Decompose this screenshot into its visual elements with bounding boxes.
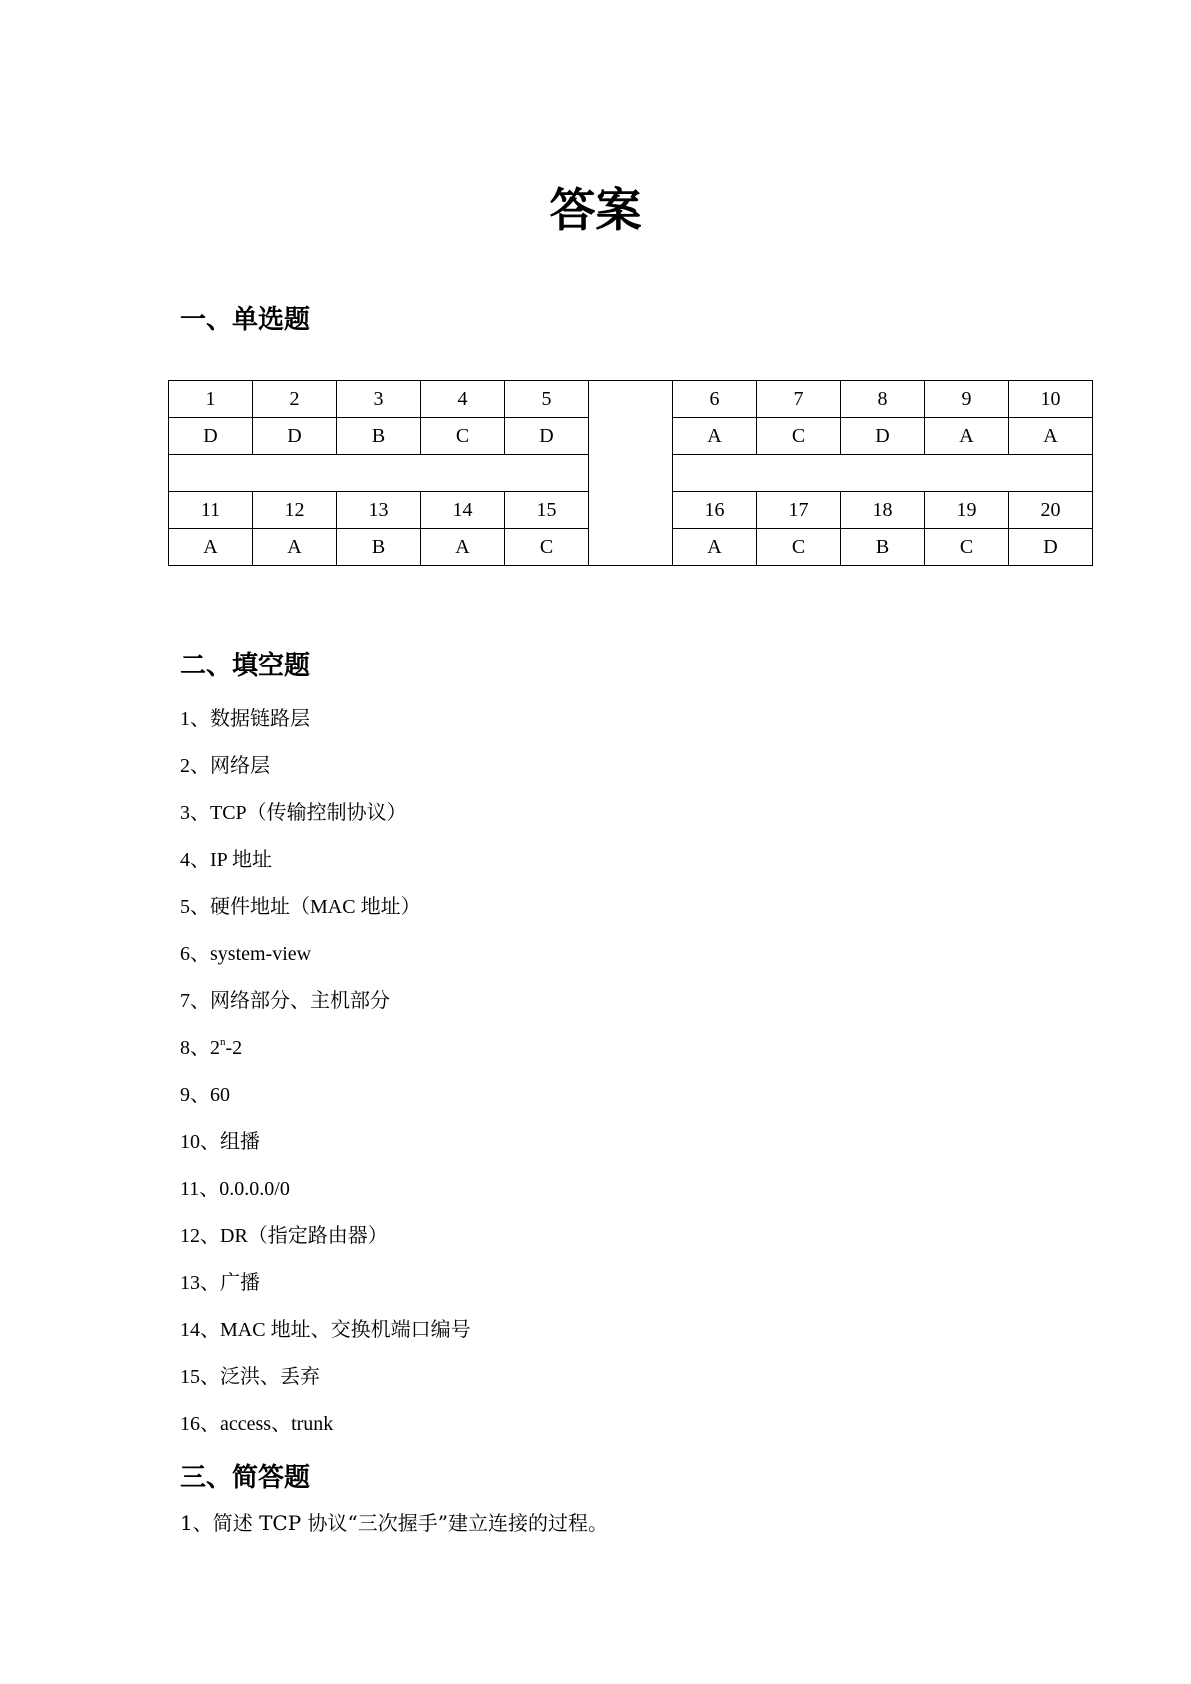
answer-cell: C bbox=[925, 529, 1009, 566]
question-number: 2 bbox=[253, 381, 337, 418]
question-number: 16 bbox=[673, 492, 757, 529]
list-item: 9、60 bbox=[180, 1084, 230, 1106]
answer-cell: D bbox=[505, 418, 589, 455]
answer-cell: A bbox=[421, 529, 505, 566]
answer-cell: D bbox=[841, 418, 925, 455]
answer-cell: A bbox=[253, 529, 337, 566]
list-item: 13、广播 bbox=[180, 1272, 260, 1294]
superscript: n bbox=[220, 1036, 226, 1048]
list-item: 2、网络层 bbox=[180, 755, 270, 777]
question-number: 14 bbox=[421, 492, 505, 529]
section-heading-short-answer: 三、简答题 bbox=[180, 1463, 311, 1493]
question-number: 13 bbox=[337, 492, 421, 529]
short-answer-question: 1、简述 TCP 协议“三次握手”建立连接的过程。 bbox=[180, 1511, 608, 1535]
answer-cell: D bbox=[253, 418, 337, 455]
list-item bbox=[180, 1025, 471, 1072]
fill-blank-answer-list bbox=[180, 696, 471, 1448]
question-number: 17 bbox=[757, 492, 841, 529]
question-number: 5 bbox=[505, 381, 589, 418]
list-item: 16、access、trunk bbox=[180, 1413, 334, 1435]
answer-table bbox=[168, 380, 1093, 566]
answer-cell: D bbox=[1009, 529, 1093, 566]
document-title: 答案 bbox=[549, 183, 642, 237]
answer-cell: C bbox=[757, 418, 841, 455]
answer-cell: B bbox=[337, 418, 421, 455]
question-number: 12 bbox=[253, 492, 337, 529]
list-item: 3、TCP（传输控制协议） bbox=[180, 802, 407, 824]
question-number: 15 bbox=[505, 492, 589, 529]
answer-cell: A bbox=[169, 529, 253, 566]
list-item: 14、MAC 地址、交换机端口编号 bbox=[180, 1319, 471, 1341]
answer-cell: A bbox=[673, 418, 757, 455]
list-item: 5、硬件地址（MAC 地址） bbox=[180, 896, 421, 918]
question-number: 6 bbox=[673, 381, 757, 418]
section-heading-single-choice: 一、单选题 bbox=[180, 305, 311, 335]
question-number: 3 bbox=[337, 381, 421, 418]
list-item: 4、IP 地址 bbox=[180, 849, 273, 871]
answer-cell: D bbox=[169, 418, 253, 455]
list-item: 7、网络部分、主机部分 bbox=[180, 990, 390, 1012]
table-center-gap bbox=[589, 381, 673, 566]
question-number: 4 bbox=[421, 381, 505, 418]
answer-cell: C bbox=[505, 529, 589, 566]
item-suffix: -2 bbox=[225, 1037, 243, 1059]
question-number: 19 bbox=[925, 492, 1009, 529]
question-number: 10 bbox=[1009, 381, 1093, 418]
section-heading-fill-blank: 二、填空题 bbox=[180, 651, 311, 681]
list-item: 6、system-view bbox=[180, 943, 312, 965]
list-item: 15、泛洪、丢弃 bbox=[180, 1366, 320, 1388]
question-number: 9 bbox=[925, 381, 1009, 418]
list-item: 1、数据链路层 bbox=[180, 708, 310, 730]
answer-cell: B bbox=[841, 529, 925, 566]
answer-cell: C bbox=[421, 418, 505, 455]
list-item: 11、0.0.0.0/0 bbox=[180, 1178, 290, 1200]
question-number: 20 bbox=[1009, 492, 1093, 529]
answer-cell: C bbox=[757, 529, 841, 566]
spacer-cell bbox=[169, 455, 589, 492]
answer-cell: A bbox=[673, 529, 757, 566]
question-number: 8 bbox=[841, 381, 925, 418]
question-number: 18 bbox=[841, 492, 925, 529]
table-row-numbers bbox=[169, 381, 1093, 418]
answer-cell: A bbox=[925, 418, 1009, 455]
list-item: 12、DR（指定路由器） bbox=[180, 1225, 388, 1247]
question-number: 1 bbox=[169, 381, 253, 418]
question-number: 11 bbox=[169, 492, 253, 529]
list-item: 10、组播 bbox=[180, 1131, 260, 1153]
item-prefix: 8、2 bbox=[180, 1037, 220, 1059]
question-number: 7 bbox=[757, 381, 841, 418]
spacer-cell bbox=[673, 455, 1093, 492]
answer-cell: A bbox=[1009, 418, 1093, 455]
answer-cell: B bbox=[337, 529, 421, 566]
